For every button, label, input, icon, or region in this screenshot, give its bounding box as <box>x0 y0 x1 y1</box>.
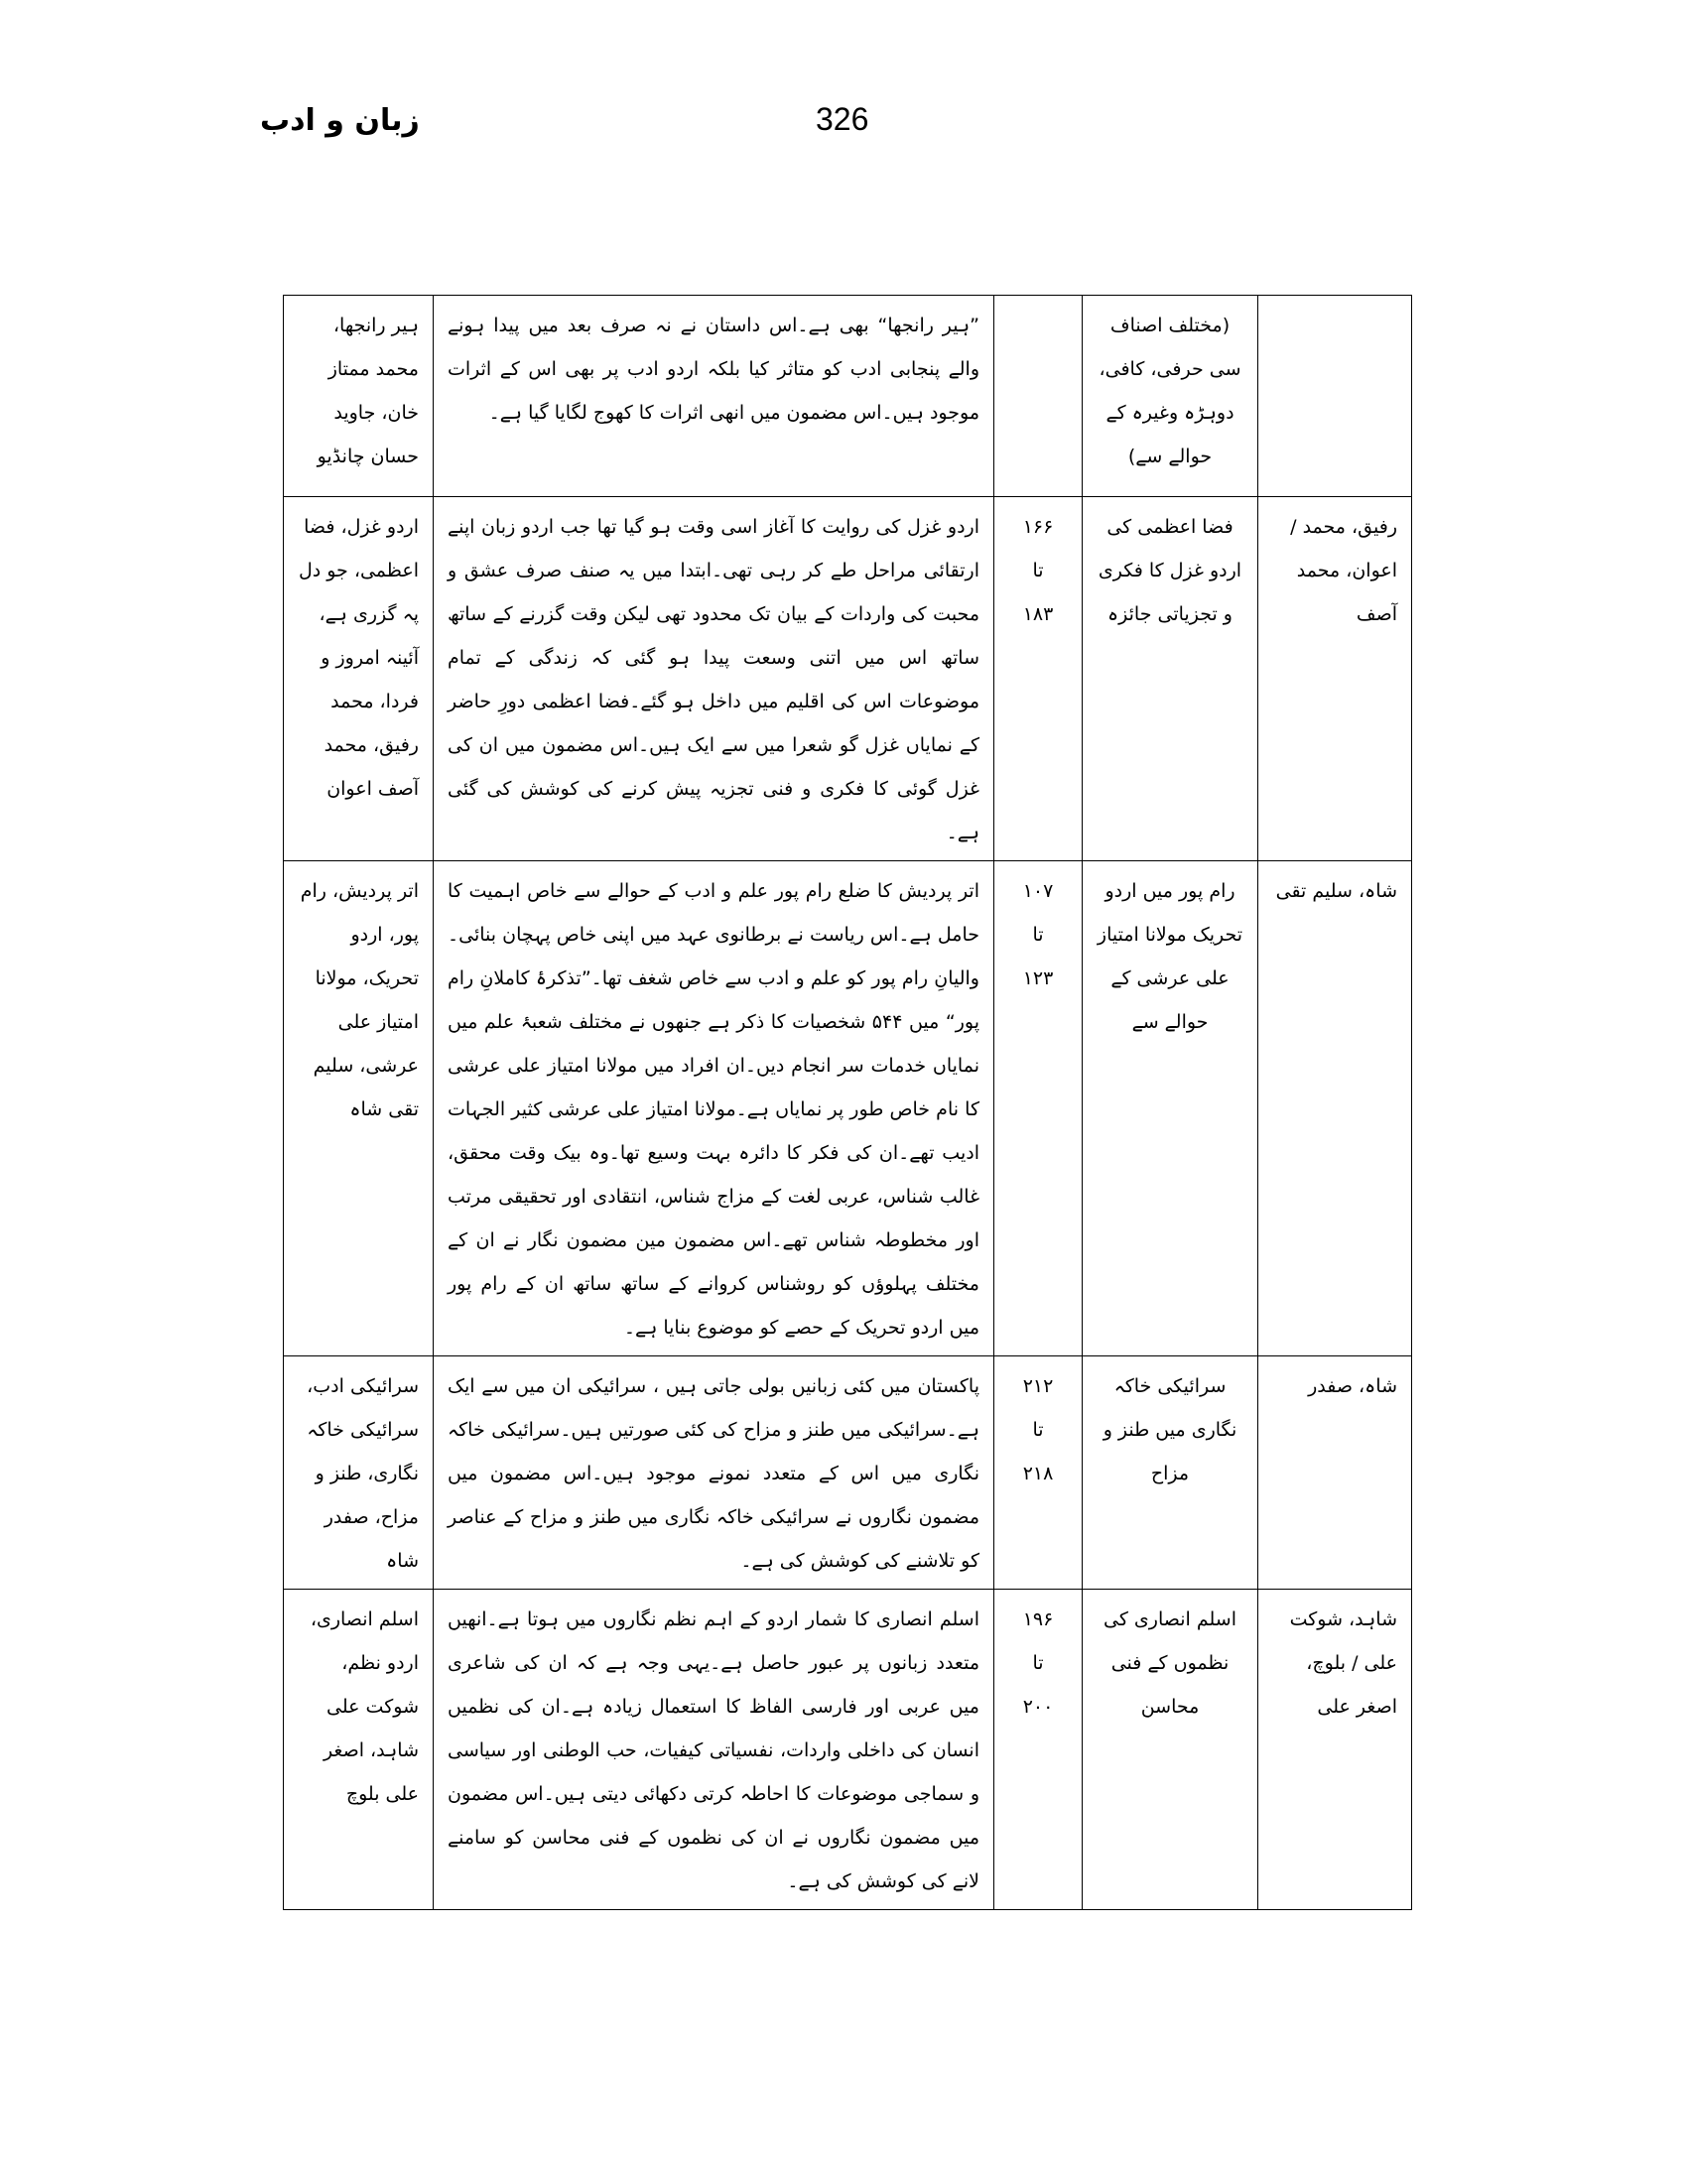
journal-title: زبان و ادب <box>260 103 420 138</box>
page-end: ۲۰۰ <box>1022 1696 1054 1718</box>
table-row <box>284 1590 1412 1910</box>
pages-cell <box>994 1590 1083 1910</box>
abstract-cell: اسلم انصاری کا شمار اردو کے اہم نظم نگاروں میں ہوتا ہے۔انھیں متعدد زبانوں پر عبور حاصل ہے۔یہی وجہ ہے کہ ان کی شاعری میں عربی اور فارسی الفاظ کا استعمال زیادہ ہے۔ان کی نظمیں انسان کی داخلی واردات، نفسیاتی کیفیات، حب الوطنی اور سیاسی و سماجی موضوعات کا احاطہ کرتی دکھائی دیتی ہیں۔اس مضمون میں مضمون نگاروں نے ان کی نظموں کے فنی محاسن کو سامنے لانے کی کوشش کی ہے۔ <box>434 1590 994 1910</box>
page-sep: تا <box>1032 924 1044 946</box>
abstract-cell: اردو غزل کی روایت کا آغاز اسی وقت ہو گیا تھا جب اردو زبان اپنے ارتقائی مراحل طے کر رہی تھی۔ابتدا میں یہ صنف صرف عشق و محبت کی واردات کے بیان تک محدود تھی لیکن وقت گزرنے کے ساتھ ساتھ اس میں اتنی وسعت پیدا ہو گئی کہ زندگی کے تمام موضوعات اس کی اقلیم میں داخل ہو گئے۔فضا اعظمی دورِ حاضر کے نمایاں غزل گو شعرا میں سے ایک ہیں۔اس مضمون میں ان کی غزل گوئی کا فکری و فنی تجزیہ پیش کرنے کی کوشش کی گئی ہے۔ <box>434 497 994 861</box>
page-end: ۱۲۳ <box>1022 967 1054 989</box>
keywords-cell: سرائیکی ادب، سرائیکی خاکہ نگاری، طنز و مزاح، صفدر شاہ <box>284 1356 434 1590</box>
page-end: ۱۸۳ <box>1022 603 1054 625</box>
author-cell: رفیق، محمد / اعوان، محمد آصف <box>1258 497 1412 861</box>
title-cell: رام پور میں اردو تحریک مولانا امتیاز علی عرشی کے حوالے سے <box>1083 861 1258 1356</box>
table-row <box>284 861 1412 1356</box>
title-cell: فضا اعظمی کی اردو غزل کا فکری و تجزیاتی جائزہ <box>1083 497 1258 861</box>
title-cell: سرائیکی خاکہ نگاری میں طنز و مزاح <box>1083 1356 1258 1590</box>
abstract-cell: اتر پردیش کا ضلع رام پور علم و ادب کے حوالے سے خاص اہمیت کا حامل ہے۔اس ریاست نے برطانوی عہد میں اپنی خاص پہچان بنائی۔والیانِ رام پور کو علم و ادب سے خاص شغف تھا۔”تذکرۂ کاملانِ رام پور“ میں ۵۴۴ شخصیات کا ذکر ہے جنھوں نے مختلف شعبۂ علم میں نمایاں خدمات سر انجام دیں۔ان افراد میں مولانا امتیاز علی عرشی کا نام خاص طور پر نمایاں ہے۔مولانا امتیاز علی عرشی کثیر الجہات ادیب تھے۔ان کی فکر کا دائرہ بہت وسیع تھا۔وہ بیک وقت محقق، غالب شناس، عربی لغت کے مزاج شناس، انتقادی اور تحقیقی مرتب اور مخطوطہ شناس تھے۔اس مضمون مین مضمون نگار نے ان کے مختلف پہلوؤں کو روشناس کروانے کے ساتھ ساتھ ان کے رام پور میں اردو تحریک کے حصے کو موضوع بنایا ہے۔ <box>434 861 994 1356</box>
page-start: ۱۶۶ <box>1022 516 1054 538</box>
bibliography-table <box>283 295 1412 1910</box>
page-sep: تا <box>1032 560 1044 581</box>
keywords-cell: اردو غزل، فضا اعظمی، جو دل پہ گزری ہے، آئینہ امروز و فردا، محمد رفیق، محمد آصف اعوان <box>284 497 434 861</box>
table-row <box>284 1356 1412 1590</box>
table-row <box>284 296 1412 497</box>
author-cell: شاہد، شوکت علی / بلوچ، اصغر علی <box>1258 1590 1412 1910</box>
page-start: ۱۹۶ <box>1022 1608 1054 1630</box>
pages-cell <box>994 296 1083 497</box>
page-sep: تا <box>1032 1419 1044 1441</box>
keywords-cell: اتر پردیش، رام پور، اردو تحریک، مولانا امتیاز علی عرشی، سلیم تقی شاہ <box>284 861 434 1356</box>
table-row <box>284 497 1412 861</box>
author-cell: شاہ، سلیم تقی <box>1258 861 1412 1356</box>
author-cell <box>1258 296 1412 497</box>
page-start: ۲۱۲ <box>1022 1375 1054 1397</box>
keywords-cell: ہیر رانجھا، محمد ممتاز خان، جاوید حسان چانڈیو <box>284 296 434 497</box>
pages-cell <box>994 861 1083 1356</box>
page-sep: تا <box>1032 1652 1044 1674</box>
title-cell: اسلم انصاری کی نظموں کے فنی محاسن <box>1083 1590 1258 1910</box>
page-start: ۱۰۷ <box>1022 880 1054 902</box>
pages-cell <box>994 1356 1083 1590</box>
author-cell: شاہ، صفدر <box>1258 1356 1412 1590</box>
abstract-cell: پاکستان میں کئی زبانیں بولی جاتی ہیں ، سرائیکی ان میں سے ایک ہے۔سرائیکی میں طنز و مزاح کی کئی صورتیں ہیں۔سرائیکی خاکہ نگاری میں اس کے متعدد نمونے موجود ہیں۔اس مضمون میں مضمون نگاروں نے سرائیکی خاکہ نگاری میں طنز و مزاح کے عناصر کو تلاشنے کی کوشش کی ہے۔ <box>434 1356 994 1590</box>
abstract-cell: ”ہیر رانجھا“ بھی ہے۔اس داستان نے نہ صرف بعد میں پیدا ہونے والے پنجابی ادب کو متاثر کیا بلکہ اردو ادب پر بھی اس کے اثرات موجود ہیں۔اس مضمون میں انھی اثرات کا کھوج لگایا گیا ہے۔ <box>434 296 994 497</box>
page-end: ۲۱۸ <box>1022 1463 1054 1484</box>
title-cell: (مختلف اصناف سی حرفی، کافی، دوہڑہ وغیرہ کے حوالے سے) <box>1083 296 1258 497</box>
page-number: 326 <box>816 101 869 137</box>
keywords-cell: اسلم انصاری، اردو نظم، شوکت علی شاہد، اصغر علی بلوچ <box>284 1590 434 1910</box>
pages-cell <box>994 497 1083 861</box>
